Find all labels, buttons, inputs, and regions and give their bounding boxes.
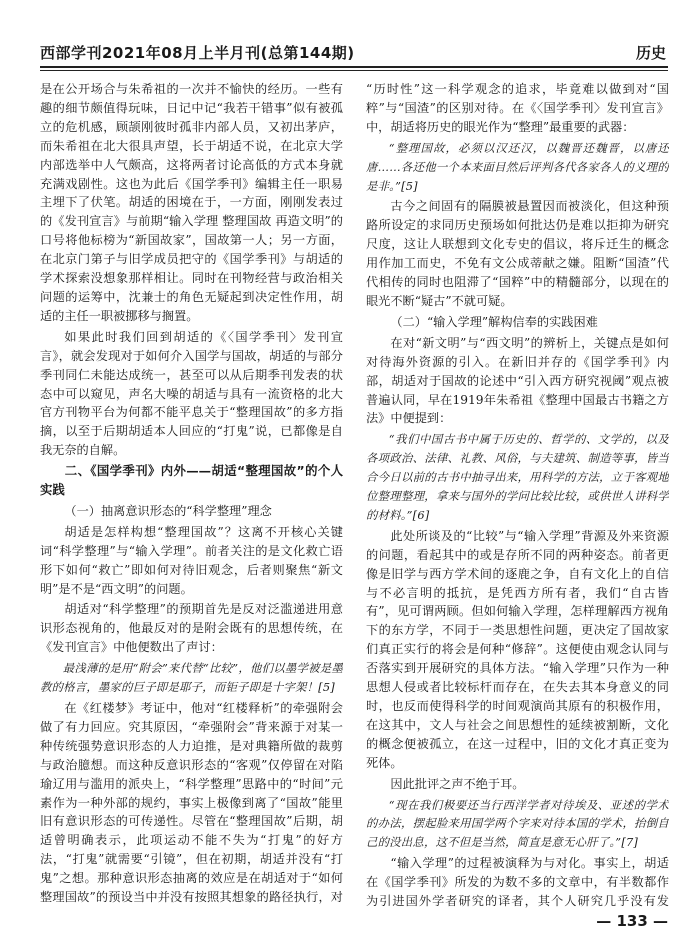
paragraph: 是在公开场合与朱希祖的一次并不愉快的经历。一些有趣的细节颇值得玩味，日记中记“我若干错事”似有被孤立的危机感，顾颉刚彼时孤非内部人员，又初出茅庐，而朱希祖在北大很具声望，长于胡适不说，在北京大学内部选举中人气颇高，这将两者讨论高低的方式本身就充满戏剧性。这也为此后《国学季刊》编辑主任一职易主埋下了伏笔。胡适的困境在于，一方面，刚刚发表过的《发刊宣言》与前期“输入学理 整理国故 再造文明”的口号将他标榜为“新国故家”，国故第一人；另一方面，在北京门第子与旧学成员把守的《国学季刊》与胡适的学术探索没想象那样相让。同时在刊物经营与政治相关问题的运筹中，沈兼士的角色无疑起到决定性作用，胡适的主任一职被挪移与搁置。: [40, 82, 343, 323]
page-number: — 133 —: [596, 912, 668, 930]
paragraph: 此处所谈及的“比较”与“输入学理”背源及外来资源的问题，看起其中的或是存所不同的两种姿态。前者更像是旧学与西方学术间的逐鹿之争，自有文化上的自信与不必言明的抵抗，是凭西方所有者，我们“自古皆有”，见可谓两顾。但如何输入学理，怎样理解西方视角下的东方学，不同于一类思想性问题，更决定了国故家们真正实行的将会是何种“修辞”。这便使由观念认同与否落实到开展研究的具体方法。“输入学理”只作为一种思想人侵或者比较标杆而存在，在失去其本身意义的同时，也反而使得科学的时间观演尚其原有的积极作用，在这其中，文人与社会之间思想性的延续被割断，文化的概念便被孤立，在这一过程中，旧的文化才真正变为死体。: [366, 528, 669, 770]
block-quote: “整理国故，必须以汉还汉，以魏晋还魏晋，以唐还唐……各还他一个本来面目然后评判各代各家各人的义理的是非。”[5]: [366, 140, 669, 193]
paragraph: 胡适是怎样构想“整理国故”？这离不开核心关键词“科学整理”与“输入学理”。前者关注的是文化救亡语形下如何“救亡”即如何对待旧观念，后者则聚焦“新文明”是不是“西文明”的问题。: [40, 524, 343, 596]
block-quote: 最浅薄的是用“附会”来代替“比较”，他们以墨学被是墨教的格言，墨家的巨子即是耶子，而钜子即是十字架！[5]: [40, 661, 343, 695]
paragraph: 古今之间固有的隔膜被悬置因而被淡化，但这种预路所设定的求同历史预场如何批达仍是难以拒抑为研究尺度，这让人联想到文化专史的倡议，将斥迁生的概念用作加工而史，不免有文公成蒂献之嫌。阻断“国渣”代代相传的同时也阻滞了“国粹”中的精髓部分，以现在的眼光不断“疑古”不就可疑。: [366, 199, 669, 308]
subsection-heading: （二）“输入学理”解构信奉的实践困难: [390, 314, 598, 329]
section-heading: 二、《国学季刊》内外——胡适“整理国故”的个人实践: [40, 463, 343, 498]
header-rule-thin: [40, 70, 668, 71]
paragraph: “输入学理”的过程被演释为与对化。事实上，胡适在《国学季刊》所发的为数不多的文章中，有半数都作为引进国外学者研究的译者，其个人研究几乎没有发: [366, 856, 669, 909]
paragraph: 在对“新文明”与“西文明”的辨析上，关键点是如何对待海外资源的引入。在新旧并存的《国学季刊》内部，胡适对于国故的论述中“引入西方研究视阈”观点被普遍认同，早在1919年朱希祖《整理中国最古书籍之方法》中便提到：: [366, 335, 669, 426]
paragraph: “历时性”这一科学观念的追求，毕竟难以做到对“国粹”与“国渣”的区别对待。在《〈国学季刊〉发刊宣言》中，胡适将历史的眼光作为“整理”最重要的武器：: [366, 82, 669, 134]
paragraph: 在《红楼梦》考证中，他对“红楼释析”的牵强附会做了有力回应。究其原因，“牵强附会”背来源于对某一种传统强势意识形态的人力迫推，是对典籍所做的裁剪与政治臆想。而这种反意识形态的“客观”仅停留在对陷瑜辽用与滥用的派央上，“科学整理”思路中的“时间”元素作为一种外部的规约，事实上极像到离了“国故”能里旧有意识形态的可传递性。尽管在“整理国故”后期，胡适曾明确表示，此项运动不能不失为“打鬼”的好方法，“打鬼”就需要“引镜”，但在初期，胡适并没有“打鬼”之想。那种意识形态抽离的效应是在胡适对于“如何整理国故”的预设当中并没有按照其想象的路径执行，对: [40, 701, 343, 905]
block-quote: “现在我们极要还当行西洋学者对待埃及、亚述的学术的办法，摆起脸来用国学两个字来对待本国的学术，抬倒自己的没出息，这不但是当然，简直是意无心肝了。”[7]: [366, 797, 669, 850]
header-rule-thick: [40, 66, 668, 68]
paragraph: 胡适对“科学整理”的预期首先是反对泛滥递进用意识形态视角的，他最反对的是附会既有的思想传统，在《发刊宣言》中他便数出了声讨：: [40, 602, 343, 655]
journal-title: 西部学刊2021年08月上半月刊(总第144期): [40, 44, 355, 62]
block-quote: “我们中国古书中属于历史的、哲学的、文学的，以及各项政治、法律、礼教、风俗，与夫建筑、制造等事，皆当合今日以前的古书中抽寻出来，用科学的方法，立于客观地位整理整理，拿来与国外的学问比较比较，或供世人讲科学的材料。”[6]: [366, 432, 669, 522]
paragraph: 如果此时我们回到胡适的《〈国学季刊〉发刊宣言》，就会发现对于如何介入国学与国故，胡适的与部分季刊同仁未能达成统一，甚至可以从后期季刊发表的状态中可以窥见，声名大噪的胡适与具有一流资格的北大官方刊物平台为何都不能平息关于“整理国故”的多方指摘，以至于后期胡适本人回应的“打鬼”说，已都像是自我无奈的自解。: [40, 329, 343, 458]
right-column: [366, 80, 669, 910]
subsection-heading: （一）抽离意识形态的“科学整理”理念: [64, 503, 272, 518]
section-label: 历史: [635, 44, 666, 62]
paragraph: 因此批评之声不绝于耳。: [390, 776, 525, 791]
running-header: [40, 38, 668, 64]
left-column: [40, 80, 343, 910]
